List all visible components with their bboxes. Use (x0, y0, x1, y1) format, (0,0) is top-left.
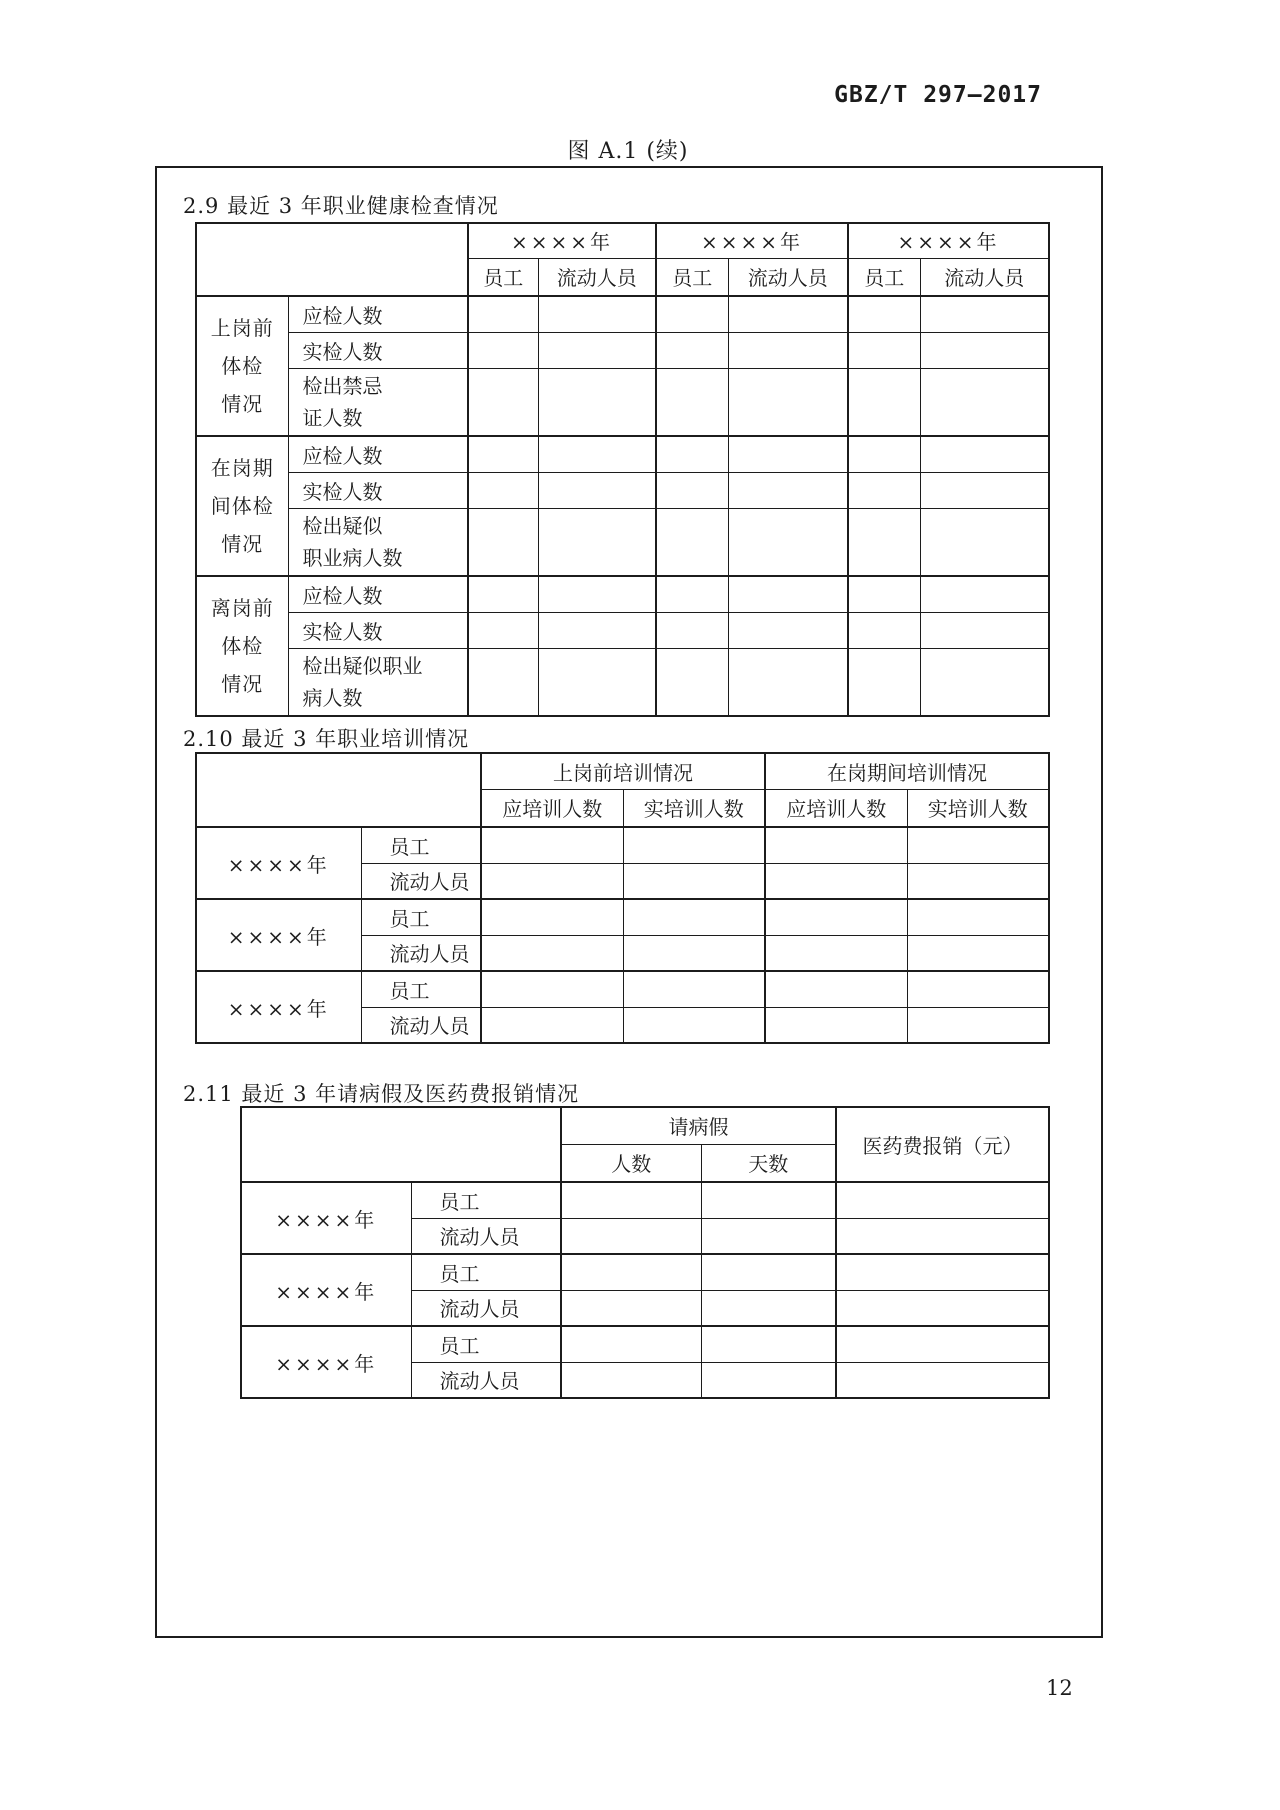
mobile-row-label: 流动人员 (411, 1218, 561, 1254)
mobile-row-label: 流动人员 (361, 1007, 481, 1043)
data-cell (920, 648, 1049, 716)
year-row-label: ××××年 (241, 1326, 411, 1398)
should-train-subheader: 应培训人数 (765, 789, 907, 827)
data-cell (920, 612, 1049, 648)
data-cell (765, 899, 907, 935)
data-cell (656, 576, 728, 612)
stage-label-line: 离岗前 (210, 596, 274, 620)
data-cell (481, 827, 623, 863)
data-cell (538, 612, 656, 648)
corner-blank-cell (196, 753, 481, 827)
data-cell (836, 1254, 1049, 1290)
data-cell (623, 935, 765, 971)
data-cell (481, 863, 623, 899)
data-cell (656, 648, 728, 716)
training-table (195, 752, 1050, 1044)
data-cell (561, 1254, 701, 1290)
data-cell (623, 971, 765, 1007)
corner-blank-cell (196, 223, 468, 296)
item-label-line: 病人数 (302, 685, 363, 710)
should-train-subheader: 应培训人数 (481, 789, 623, 827)
year-header-3: ××××年 (848, 223, 1049, 258)
data-cell (538, 296, 656, 332)
staff-subheader: 员工 (468, 258, 538, 296)
data-cell (468, 508, 538, 576)
data-cell (848, 576, 920, 612)
staff-subheader: 员工 (848, 258, 920, 296)
mobile-subheader: 流动人员 (920, 258, 1049, 296)
data-cell (728, 332, 848, 368)
data-cell (538, 368, 656, 436)
exam-item-label: 应检人数 (288, 576, 468, 612)
data-cell (920, 436, 1049, 472)
data-cell (701, 1254, 836, 1290)
data-cell (538, 508, 656, 576)
staff-row-label: 员工 (411, 1326, 561, 1362)
data-cell (848, 648, 920, 716)
data-cell (561, 1290, 701, 1326)
data-cell (765, 971, 907, 1007)
item-label-line: 检出疑似 (302, 513, 383, 538)
data-cell (468, 612, 538, 648)
stage-label-line: 情况 (221, 392, 264, 416)
standard-reference: GBZ/T 297—2017 (834, 82, 1042, 108)
stage-label-line: 上岗前 (210, 316, 274, 340)
data-cell (848, 332, 920, 368)
stage-label-line: 间体检 (210, 494, 274, 518)
prejob-training-header: 上岗前培训情况 (481, 753, 765, 789)
staff-row-label: 员工 (361, 899, 481, 935)
data-cell (920, 332, 1049, 368)
staff-row-label: 员工 (411, 1182, 561, 1218)
data-cell (656, 296, 728, 332)
data-cell (656, 332, 728, 368)
exam-item-label: 应检人数 (288, 296, 468, 332)
data-cell (920, 368, 1049, 436)
data-cell (656, 436, 728, 472)
count-subheader: 人数 (561, 1144, 701, 1182)
data-cell (468, 368, 538, 436)
data-cell (538, 648, 656, 716)
exam-item-label (288, 368, 468, 436)
year-row-label: ××××年 (196, 827, 361, 899)
year-header-1: ××××年 (468, 223, 656, 258)
data-cell (561, 1218, 701, 1254)
exam-item-label (288, 648, 468, 716)
data-cell (481, 899, 623, 935)
data-cell (481, 935, 623, 971)
stage-label-line: 在岗期 (210, 456, 274, 480)
data-cell (656, 368, 728, 436)
data-cell (907, 899, 1049, 935)
data-cell (765, 863, 907, 899)
staff-row-label: 员工 (411, 1254, 561, 1290)
data-cell (538, 436, 656, 472)
data-cell (728, 508, 848, 576)
data-cell (907, 863, 1049, 899)
data-cell (836, 1290, 1049, 1326)
data-cell (728, 612, 848, 648)
data-cell (907, 971, 1049, 1007)
staff-subheader: 员工 (656, 258, 728, 296)
health-exam-table (195, 222, 1050, 717)
data-cell (836, 1182, 1049, 1218)
data-cell (481, 1007, 623, 1043)
exam-item-label: 实检人数 (288, 332, 468, 368)
mobile-row-label: 流动人员 (361, 863, 481, 899)
data-cell (623, 899, 765, 935)
exam-stage-label-leaving (196, 576, 288, 716)
data-cell (538, 576, 656, 612)
page-number: 12 (1046, 1676, 1073, 1700)
section-2-9-heading: 2.9 最近 3 年职业健康检查情况 (183, 194, 499, 218)
actual-train-subheader: 实培训人数 (623, 789, 765, 827)
exam-item-label: 实检人数 (288, 472, 468, 508)
days-subheader: 天数 (701, 1144, 836, 1182)
section-2-10-heading: 2.10 最近 3 年职业培训情况 (183, 727, 470, 751)
data-cell (920, 472, 1049, 508)
year-row-label: ××××年 (196, 899, 361, 971)
data-cell (481, 971, 623, 1007)
data-cell (701, 1362, 836, 1398)
data-cell (848, 436, 920, 472)
data-cell (468, 576, 538, 612)
data-cell (468, 332, 538, 368)
data-cell (538, 332, 656, 368)
data-cell (848, 612, 920, 648)
item-label-line: 检出疑似职业 (302, 653, 423, 678)
mobile-subheader: 流动人员 (538, 258, 656, 296)
exam-item-label: 实检人数 (288, 612, 468, 648)
data-cell (623, 863, 765, 899)
actual-train-subheader: 实培训人数 (907, 789, 1049, 827)
data-cell (561, 1326, 701, 1362)
year-header-2: ××××年 (656, 223, 848, 258)
stage-label-line: 体检 (221, 634, 264, 658)
year-row-label: ××××年 (196, 971, 361, 1043)
data-cell (656, 472, 728, 508)
corner-blank-cell (241, 1107, 561, 1182)
data-cell (836, 1362, 1049, 1398)
data-cell (701, 1182, 836, 1218)
exam-item-label (288, 508, 468, 576)
staff-row-label: 员工 (361, 827, 481, 863)
data-cell (907, 935, 1049, 971)
data-cell (728, 436, 848, 472)
exam-stage-label-onjob (196, 436, 288, 576)
data-cell (920, 576, 1049, 612)
data-cell (836, 1218, 1049, 1254)
figure-title: 图 A.1 (续) (567, 139, 689, 164)
data-cell (848, 472, 920, 508)
data-cell (907, 1007, 1049, 1043)
onjob-training-header: 在岗期间培训情况 (765, 753, 1049, 789)
data-cell (765, 1007, 907, 1043)
stage-label-line: 情况 (221, 672, 264, 696)
data-cell (920, 296, 1049, 332)
data-cell (765, 827, 907, 863)
data-cell (836, 1326, 1049, 1362)
section-2-11-heading: 2.11 最近 3 年请病假及医药费报销情况 (183, 1082, 580, 1106)
data-cell (728, 368, 848, 436)
staff-row-label: 员工 (361, 971, 481, 1007)
data-cell (623, 1007, 765, 1043)
exam-item-label: 应检人数 (288, 436, 468, 472)
data-cell (623, 827, 765, 863)
data-cell (728, 648, 848, 716)
item-label-line: 证人数 (302, 405, 363, 430)
exam-stage-label-prejob (196, 296, 288, 436)
data-cell (468, 648, 538, 716)
data-cell (728, 472, 848, 508)
year-row-label: ××××年 (241, 1182, 411, 1254)
data-cell (728, 576, 848, 612)
data-cell (656, 508, 728, 576)
data-cell (848, 508, 920, 576)
sick-leave-header: 请病假 (561, 1107, 836, 1144)
data-cell (920, 508, 1049, 576)
data-cell (701, 1218, 836, 1254)
data-cell (538, 472, 656, 508)
data-cell (848, 368, 920, 436)
data-cell (907, 827, 1049, 863)
data-cell (848, 296, 920, 332)
reimburse-header: 医药费报销（元） (836, 1107, 1049, 1182)
data-cell (468, 296, 538, 332)
data-cell (561, 1182, 701, 1218)
stage-label-line: 情况 (221, 532, 264, 556)
data-cell (656, 612, 728, 648)
data-cell (701, 1326, 836, 1362)
item-label-line: 检出禁忌 (302, 373, 383, 398)
data-cell (728, 296, 848, 332)
data-cell (468, 472, 538, 508)
data-cell (701, 1290, 836, 1326)
data-cell (561, 1362, 701, 1398)
mobile-row-label: 流动人员 (411, 1362, 561, 1398)
mobile-row-label: 流动人员 (411, 1290, 561, 1326)
item-label-line: 职业病人数 (302, 545, 403, 570)
mobile-row-label: 流动人员 (361, 935, 481, 971)
stage-label-line: 体检 (221, 354, 264, 378)
sick-leave-table (240, 1106, 1050, 1399)
data-cell (765, 935, 907, 971)
mobile-subheader: 流动人员 (728, 258, 848, 296)
year-row-label: ××××年 (241, 1254, 411, 1326)
data-cell (468, 436, 538, 472)
